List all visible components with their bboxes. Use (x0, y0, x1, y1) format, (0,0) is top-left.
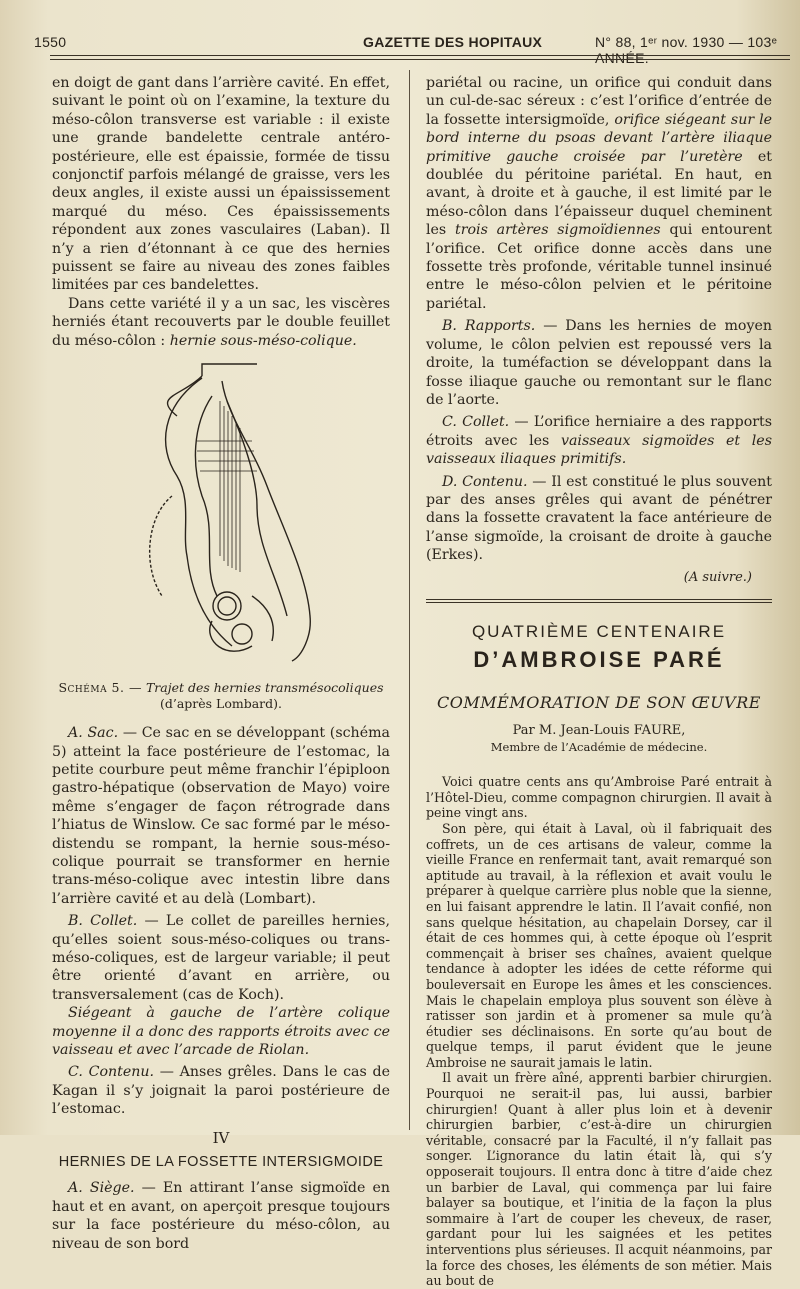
section-label: A. Sac. (68, 725, 119, 742)
paragraph: Son père, qui était à Laval, où il fabriquait des coffrets, un de ces artisans de valeur, comme la vieille France en renfermait tant, avait remarqué son aptitude au travail, à la réflexion et avait voulu le préparer à quelque carrière plus noble que la sienne, en lui faisant apprendre le latin. Il l’avait confié, non sans quelque hésitation, au chapelain Dorsey, car il était de ces hommes qui, à cette époque où l’esprit commençait à briser ses chaînes, avaient quelque tendance à adopter les idées de cette réforme qui bouleversait en Europe les âmes et les consciences. Mais le chapelain employa plus souvent son élève à ratisser son jardin et à promener sa mule qu’à étudier ses déclinaisons. En sorte qu’au bout de quelque temps, il parut évident que le jeune Ambroise ne saurait jamais le latin. (426, 820, 772, 1070)
paragraph (426, 317, 772, 409)
paragraph (52, 295, 390, 350)
paragraph: Il avait un frère aîné, apprenti barbier chirurgien. Pourquoi ne serait-il pas, lui aussi, barbier chirurgien! Quant à aller plus loin et à devenir chirurgien barbier, c’est-à-dire un chirurgien véritable, consacré par la Faculté, il n’y fallait pas songer. L’ignorance du latin était là, qui s’y opposerait toujours. Il entra donc à titre d’aide chez un barbier de Laval, qui commença par lui faire balayer sa boutique, et l’initia de la façon la plus sommaire à l’art de couper les cheveux, de raser, gardant pour lui les saignées et les petites interventions plus sérieuses. Il acquit néanmoins, par la force des choses, les éléments de son métier. Mais au bout de (426, 1070, 772, 1289)
caption-source: (d’après Lombard). (159, 696, 283, 712)
issue-info: N° 88, 1ᵉʳ nov. 1930 — 103ᵉ ANNÉE. (595, 34, 778, 66)
author-affiliation: Membre de l’Académie de médecine. (490, 740, 708, 755)
text: — Ce sac en se développant (schéma 5) atteint la face postérieure de l’estomac, la petite courbure peut même franchir l’épiploon gastro-hépatique (observation de Mayo) voire même s’engager de façon rétrograde dans l’hiatus de Winslow. Ce sac formé par le méso-distendu se rompant, la hernie sous-méso-colique pourrait se transformer en hernie trans-méso-colique avec intestin libre dans l’arrière cavité et au delà (Lombart). (52, 725, 391, 907)
text: — Le collet de pareilles hernies, qu’elles soient sous-méso-coliques ou trans-méso-coliques, est de largeur variable; il peut être orienté d’avant en arrière, ou transversalement (cas de Koch). (52, 913, 390, 1003)
paragraph (52, 724, 390, 908)
paragraph: Voici quatre cents ans qu’Ambroise Paré entrait à l’Hôtel-Dieu, comme compagnon chirurgien. Il avait à peine vingt ans. (426, 774, 772, 821)
paragraph (52, 1179, 390, 1253)
hernia-diagram (52, 356, 390, 676)
page-header (28, 30, 782, 66)
journal-title: GAZETTE DES HOPITAUX (363, 34, 543, 50)
article-subtitle: COMMÉMORATION DE SON ŒUVRE (437, 692, 761, 712)
paragraph (426, 413, 772, 468)
section-label: C. Collet. (442, 414, 510, 431)
text: — Anses grêles. Dans le cas de Kagan il s’y joignait la paroi postérieure de l’estomac. (52, 1064, 390, 1118)
section-label: D. Contenu. (442, 473, 528, 490)
paragraph (426, 74, 772, 313)
section-rule-2 (426, 602, 772, 603)
section-label: A. Siège. (68, 1180, 135, 1197)
paragraph (426, 473, 772, 565)
paragraph (52, 1063, 390, 1118)
text: — L’orifice herniaire a des rapports étroits avec les (426, 414, 772, 449)
article-title: D’AMBROISE PARÉ (473, 647, 725, 673)
text: qui entourent l’orifice. Cet orifice donne accès dans une fossette très profonde, véritable tunnel insinué entre le méso-côlon pelvien et le péritoine pariétal. (426, 222, 772, 312)
italic-text: trois artères sigmoïdiennes (455, 222, 661, 239)
caption-label: Schéma 5. — (58, 680, 142, 696)
section-rule (426, 599, 772, 600)
section-number: IV (212, 1128, 230, 1147)
text: — En attirant l’anse sigmoïde en haut et en avant, on aperçoit presque toujours sur la face postérieure du méso-côlon, au niveau de son bord (52, 1180, 391, 1252)
paragraph: en doigt de gant dans l’arrière cavité. En effet, suivant le point où on l’examine, la texture du méso-côlon transverse est variable : il existe une grande bandelette centrale antéro-postérieure, elle est épaissie, formée de tissu conjonctif parfois mélangé de graisse, vers les deux angles, il existe aussi un épaississement marqué du méso. Ces épaississements répondent aux zones vasculaires (Laban). Il n’y a rien d’étonnant à ce que des hernies puissent se faire au niveau des zones faibles limitées par ces bandelettes. (52, 75, 390, 294)
author: Par M. Jean-Louis FAURE, (512, 723, 686, 739)
section-label: B. Collet. (68, 913, 138, 930)
to-be-continued: (A suivre.) (683, 569, 752, 585)
text: et doublée du péritoine pariétal. En haut, en avant, à droite et à gauche, il est limité par le méso-côlon dans l’épaisseur duquel cheminent les (426, 148, 772, 239)
article-kicker: QUATRIÈME CENTENAIRE (471, 621, 727, 641)
text: Dans cette variété il y a un sac, les viscères herniés étant recouverts par le double feuillet du méso-côlon : (52, 295, 390, 349)
text: — Il est constitué le plus souvent par des anses grêles qui avant de pénétrer dans la fossette cravatent la face antérieure de l’anse sigmoïde, la croisant de droite à gauche (Erkes). (426, 473, 773, 564)
schema-figure (52, 356, 390, 676)
figure-caption (52, 680, 390, 712)
italic-text: vaisseaux sigmoïdes et les vaisseaux iliaques primitifs. (426, 432, 772, 468)
section-label: B. Rapports. (442, 318, 536, 335)
section-label: C. Contenu. (68, 1064, 155, 1081)
right-column (426, 74, 772, 1289)
caption-title: Trajet des hernies transmésocoliques (145, 680, 384, 696)
italic-text: hernie sous-méso-colique. (169, 332, 357, 349)
article-body (426, 774, 772, 1289)
header-rule (50, 55, 790, 56)
section-heading: HERNIES DE LA FOSSETTE INTERSIGMOIDE (58, 1154, 384, 1171)
paragraph (52, 912, 390, 1004)
text: pariétal ou racine, un orifice qui conduit dans un cul-de-sac séreux : c’est l’orifice d’entrée de la fossette intersigmoïde, (426, 75, 772, 128)
page-number: 1550 (34, 34, 67, 50)
column-divider (409, 70, 410, 1130)
italic-text: orifice siégeant sur le bord interne du psoas devant l’artère iliaque primitive gauche croisée par l’uretère (426, 111, 772, 165)
italic-paragraph: Siégeant à gauche de l’artère colique moyenne il a donc des rapports étroits avec ce vaisseau et avec l’arcade de Riolan. (52, 1005, 390, 1058)
text: — Dans les hernies de moyen volume, le côlon pelvien est repoussé vers la droite, la tuméfaction se développant dans la fosse iliaque gauche ou remontant sur le flanc de l’aorte. (426, 318, 772, 408)
header-rule-2 (50, 59, 790, 60)
byline (426, 722, 772, 756)
left-column (52, 74, 390, 1253)
